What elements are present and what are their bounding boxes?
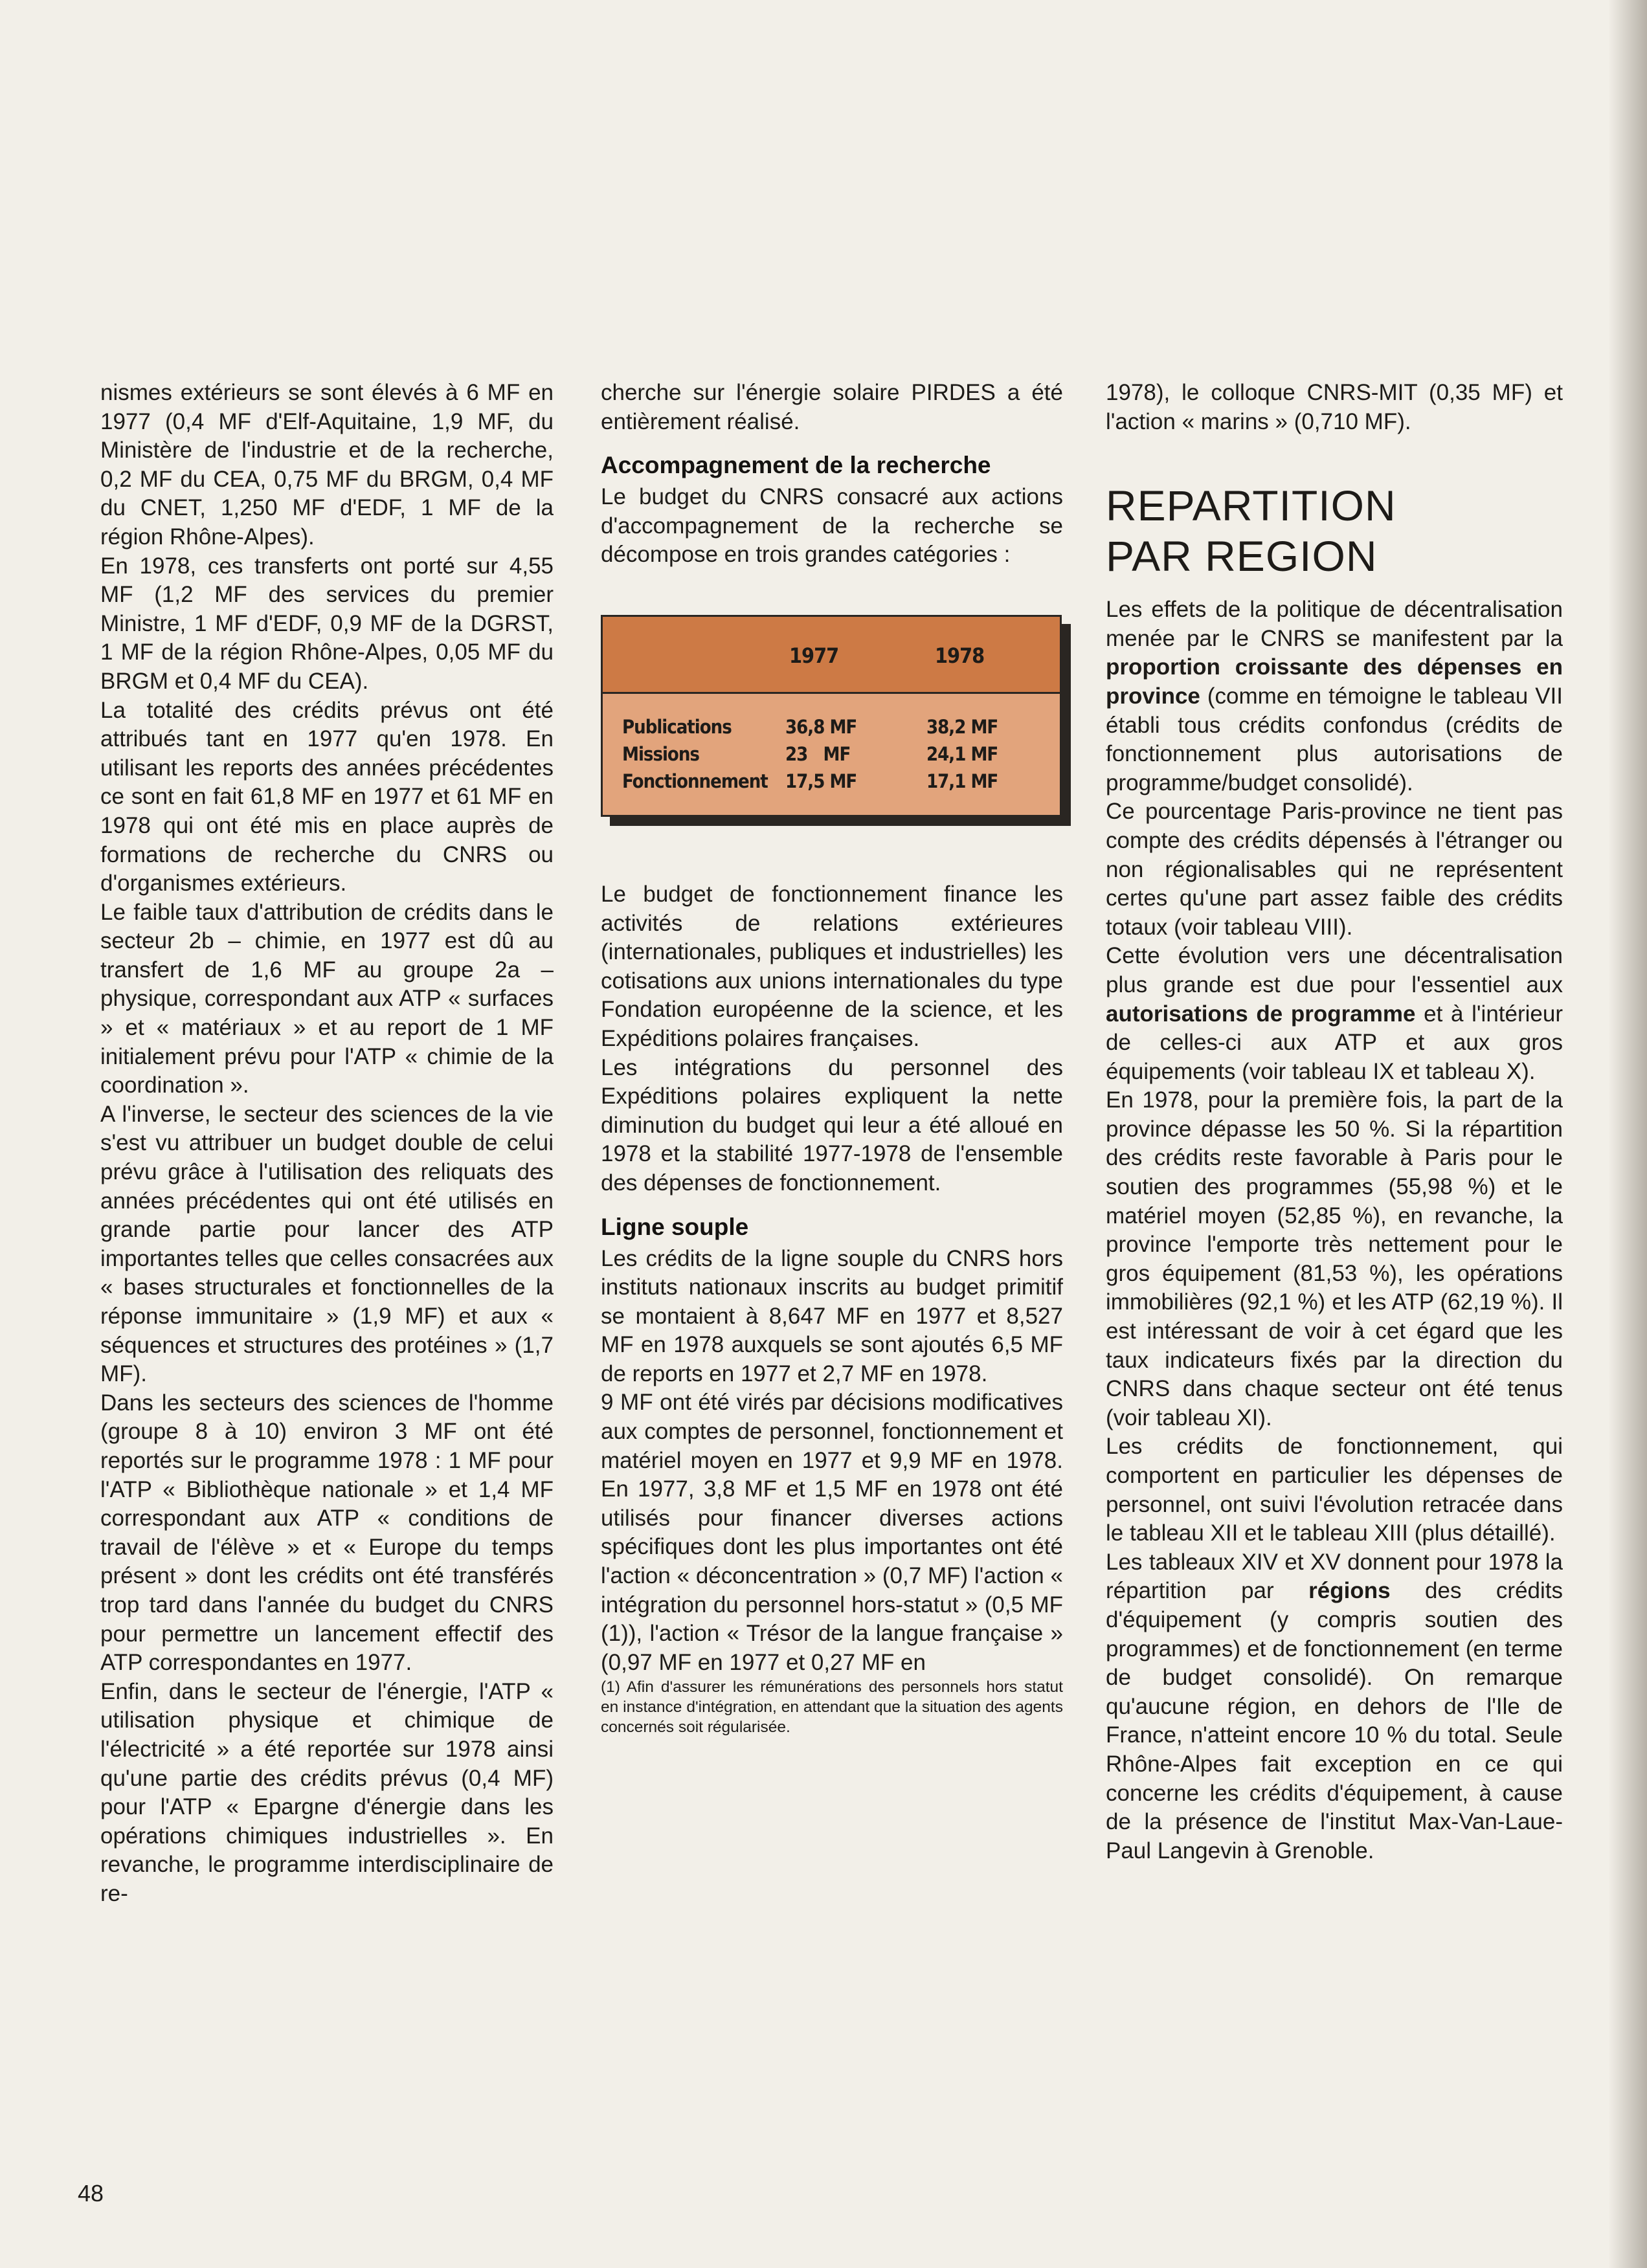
paragraph: Les crédits de la ligne souple du CNRS hors instituts nationaux inscrits au budget primitif se montaient à 8,647 MF en 1977 et 8,527 MF en 1978 auxquels se sont ajoutés 6,5 MF de reports en 1977 et 2,7 MF en 1978. bbox=[601, 1245, 1063, 1386]
footnote: (1) Afin d'assurer les rémunérations des personnels hors statut en instance d'intégration, en attendant que la situation des agents concernés soit régularisée. bbox=[601, 1678, 1063, 1737]
section-title-repartition bbox=[1106, 480, 1563, 581]
text: des crédits d'équipement (y compris soutien des programmes) et de fonctionnement (en terme de budget consolidé). On remarque qu'aucune région, en dehors de l'Ile de France, n'atteint encore 10 % du total. Seule Rhône-Alpes fait exception en ce qui concerne les crédits d'équipement, à cause de la présence de l'institut Max-Van-Laue-Paul Langevin à Grenoble. bbox=[1106, 1578, 1563, 1863]
budget-table bbox=[601, 615, 1062, 817]
year-header-1977: 1977 bbox=[789, 643, 839, 668]
paragraph: Le faible taux d'attribution de crédits dans le secteur 2b – chimie, en 1977 est dû au transfert de 1,6 MF au groupe 2a – physique, correspondant aux ATP « surfaces » et « matériaux » et au report de 1 MF initialement prévu pour l'ATP « chimie de la coordination ». bbox=[100, 899, 554, 1098]
table-row bbox=[603, 711, 1060, 738]
column-3 bbox=[1106, 379, 1563, 1865]
value-1978: 24,1 MF bbox=[926, 742, 998, 765]
table-row bbox=[603, 765, 1060, 792]
row-label: Missions bbox=[622, 742, 699, 765]
value-1977: 23 MF bbox=[785, 742, 851, 765]
paragraph: Ce pourcentage Paris-province ne tient pas compte des crédits dépensés à l'étranger ou non régionalisables qui ne représentent certes qu'une part assez faible des crédits totaux (voir tableau VIII). bbox=[1106, 799, 1563, 940]
emphasis: régions bbox=[1308, 1578, 1391, 1604]
page-edge-shadow bbox=[1608, 0, 1647, 2268]
paragraph: nismes extérieurs se sont élevés à 6 MF en 1977 (0,4 MF d'Elf-Aquitaine, 1,9 MF, du Ministère de l'industrie et de la recherche, 0,2 MF du CEA, 0,75 MF du BRGM, 0,4 MF du CNET, 1,250 MF d'EDF, 1 MF de la région Rhône-Alpes). bbox=[100, 380, 554, 550]
column-1 bbox=[100, 379, 554, 1908]
text: Les tableaux XIV et XV donnent pour 1978 la répartition par bbox=[1106, 1549, 1563, 1604]
paragraph: Le budget du CNRS consacré aux actions d'accompagnement de la recherche se décompose en trois grandes catégories : bbox=[601, 484, 1063, 568]
text: Les effets de la politique de décentralisation menée par le CNRS se manifestent par la bbox=[1106, 597, 1563, 651]
section-heading-accompagnement: Accompagnement de la recherche bbox=[601, 452, 991, 479]
text: (comme en témoigne le tableau VII établi tous crédits confondus (crédits de fonctionnement plus autorisations de programme/budget consolidé). bbox=[1106, 683, 1563, 795]
budget-table-wrapper bbox=[601, 615, 1063, 828]
paragraph: Enfin, dans le secteur de l'énergie, l'ATP « utilisation physique et chimique de l'électricité » a été reportée sur 1978 ainsi qu'une partie des crédits prévus (0,4 MF) pour l'ATP « Epargne d'énergie dans les opérations chimiques industrielles ». En revanche, le programme interdisciplinaire de re- bbox=[100, 1678, 554, 1906]
value-1977: 17,5 MF bbox=[785, 770, 857, 792]
paragraph: Les intégrations du personnel des Expéditions polaires expliquent la nette diminution du budget qui leur a été alloué en 1978 et la stabilité 1977-1978 de l'ensemble des dépenses de fonctionnement. bbox=[601, 1054, 1063, 1195]
value-1978: 38,2 MF bbox=[926, 715, 998, 738]
paragraph: La totalité des crédits prévus ont été attribués tant en 1977 qu'en 1978. En utilisant les reports des années précédentes ce sont en fait 61,8 MF en 1977 et 61 MF en 1978 qui ont été mis en place auprès de formations de recherche du CNRS ou d'organismes extérieurs. bbox=[100, 697, 554, 896]
column-2 bbox=[601, 379, 1063, 1737]
paragraph: Le budget de fonctionnement finance les activités de relations extérieures (internationales, publiques et industrielles) les cotisations aux unions internationales du type Fondation européenne de la science, et les Expéditions polaires françaises. bbox=[601, 881, 1063, 1051]
value-1978: 17,1 MF bbox=[926, 770, 998, 792]
paragraph: A l'inverse, le secteur des sciences de la vie s'est vu attribuer un budget double de celui prévu grâce à l'utilisation des reliquats des années précédentes qui ont été utilisés en grande partie pour lancer des ATP importantes telles que celles consacrées aux « bases structurales et fonctionnelles de la réponse immunitaire » (1,9 MF) et aux « séquences et structures des protéines » (1,7 MF). bbox=[100, 1101, 554, 1387]
year-header-1978: 1978 bbox=[935, 643, 985, 668]
paragraph: 9 MF ont été virés par décisions modificatives aux comptes de personnel, fonctionnement et matériel moyen en 1977 et 9,9 MF en 1978. En 1977, 3,8 MF et 1,5 MF en 1978 ont été utilisés pour financer diverses actions spécifiques dont les plus importantes ont été l'action « déconcentration » (0,7 MF) l'action « intégration du personnel hors-statut » (0,5 MF (1)), l'action « Trésor de la langue française » (0,97 MF en 1977 et 0,27 MF en bbox=[601, 1390, 1063, 1675]
paragraph: En 1978, ces transferts ont porté sur 4,55 MF (1,2 MF des services du premier Ministre, 1 MF d'EDF, 0,9 MF de la DGRST, 1 MF de la région Rhône-Alpes, 0,05 MF du BRGM et 0,4 MF du CEA). bbox=[100, 553, 554, 694]
paragraph bbox=[1106, 1548, 1563, 1866]
paragraph bbox=[1106, 595, 1563, 797]
paragraph bbox=[1106, 942, 1563, 1086]
page-number: 48 bbox=[78, 2180, 104, 2207]
paragraph: Dans les secteurs des sciences de l'homme (groupe 8 à 10) environ 3 MF ont été reportés sur le programme 1978 : 1 MF pour l'ATP « Bibliothèque nationale » et 1,4 MF correspondant aux ATP « conditions de travail de l'élève » et « Europe du temps présent » dont les crédits ont été transférés trop tard dans l'année du budget du CNRS pour permettre un lancement effectif des ATP correspondantes en 1977. bbox=[100, 1390, 554, 1676]
table-row bbox=[603, 738, 1060, 765]
value-1977: 36,8 MF bbox=[785, 715, 857, 738]
title-line-2: PAR REGION bbox=[1106, 532, 1378, 581]
row-label: Publications bbox=[622, 715, 732, 738]
paragraph: cherche sur l'énergie solaire PIRDES a été entièrement réalisé. bbox=[601, 380, 1063, 434]
text: Cette évolution vers une décentralisation plus grande est due pour l'essentiel aux bbox=[1106, 943, 1563, 997]
paragraph: 1978), le colloque CNRS-MIT (0,35 MF) et l'action « marins » (0,710 MF). bbox=[1106, 380, 1563, 434]
emphasis: autorisations de programme bbox=[1106, 1001, 1416, 1027]
table-header bbox=[603, 617, 1060, 694]
emphasis: proportion croissante des dépenses en province bbox=[1106, 654, 1563, 709]
row-label: Fonctionnement bbox=[622, 770, 768, 792]
section-heading-ligne-souple: Ligne souple bbox=[601, 1213, 749, 1240]
title-line-1: REPARTITION bbox=[1106, 482, 1396, 530]
paragraph: En 1978, pour la première fois, la part de la province dépasse les 50 %. Si la répartition des crédits reste favorable à Paris pour le soutien des programmes (55,98 %) et le matériel moyen (52,85 %), en revanche, la province l'emporte très nettement pour le gros équipement (81,53 %), les opérations immobilières (92,1 %) et les ATP (62,19 %). Il est intéressant de voir à cet égard que les taux indicateurs fixés par la direction du CNRS dans chaque secteur ont été tenus (voir tableau XI). bbox=[1106, 1087, 1563, 1430]
paragraph: Les crédits de fonctionnement, qui comportent en particulier les dépenses de personnel, ont suivi l'évolution retracée dans le tableau XII et le tableau XIII (plus détaillé). bbox=[1106, 1434, 1563, 1546]
table-body bbox=[603, 694, 1060, 792]
text: et à l'intérieur de celles-ci aux ATP et aux gros équipements (voir tableau IX et tableau X). bbox=[1106, 1001, 1563, 1084]
